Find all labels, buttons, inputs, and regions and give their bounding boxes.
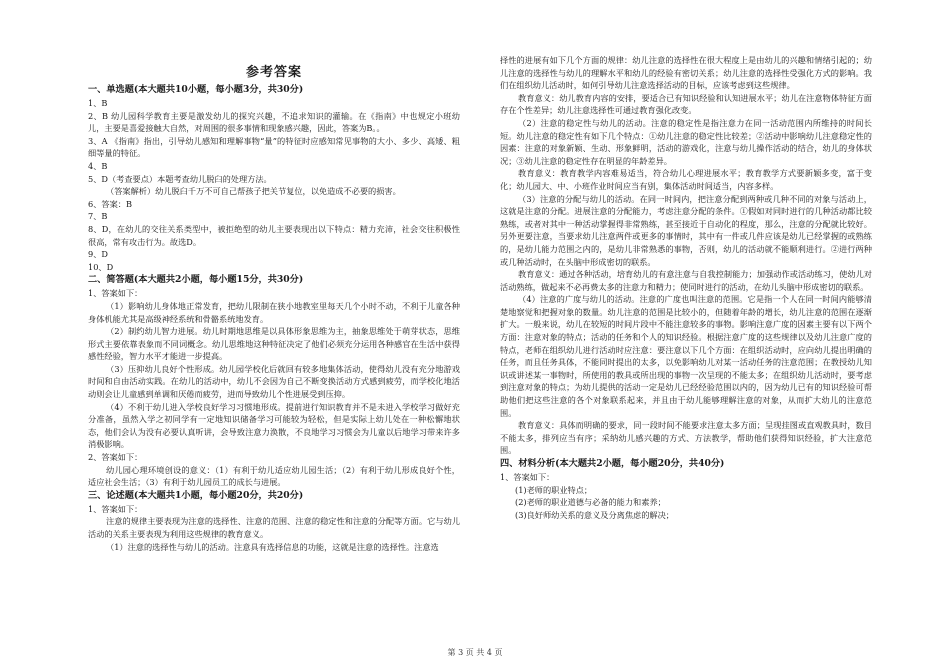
answer-item: 4、B: [88, 160, 108, 171]
answer-paragraph: （3）注意的分配与幼儿的活动。在同一时间内，把注意分配到两种或几种不同的对象与活动上，这就是注意的分配。进展注意的分配能力，考虑注意分配的条件。①假如对同时进行的几种活动都比较熟练，或者对其中一种活动掌握得非常熟练，甚至接近于自动化的程度，那么，注意的分配就比较好。另外更要注意，当要求幼儿注意两件或更多的事情时，其中有一件或几件应该是幼儿已经掌握的或熟练的，是幼儿能力范围之内的，是幼儿非常熟悉的事物，否则，幼儿的活动就不能顺利进行。②进行两种或几种活动时，在头脑中形成密切的联系。: [500, 193, 872, 267]
answer-paragraph: 教育意义：幼儿教育内容的安排，要适合已有知识经验和认知进展水平；幼儿在注意物体特征方面存在个性差异；幼儿注意选择性可通过教育强化改变。: [500, 92, 872, 116]
answer-item: 8、D，在幼儿的交往关系类型中，被拒绝型的幼儿主要表现出以下特点：精力充沛，社会交往积极性很高，常有攻击行为。故选D。: [88, 223, 460, 247]
answer-item: 1、B: [88, 98, 108, 108]
section-heading-short-answer: 二、简答题(本大题共2小题，每小题15分，共30分): [88, 274, 304, 286]
answer-item: 3、A 《指南》指出，引导幼儿感知和理解事物“量”的特征时应感知常见事物的大小、多少、高矮、粗细等量的特征。: [88, 135, 460, 159]
answer-point: (1)老师的职业特点；: [515, 484, 593, 495]
section-heading-single-choice: 一、单选题(本大题共10小题，每小题3分，共30分): [88, 84, 304, 95]
answer-paragraph: （4）不利于幼儿进入学校良好学习习惯地形成。提前进行知识教育并不是未进入学校学习做好充分准备，虽然入学之初同学有一定地知识储备学习可能较为轻松，但是实际上幼儿处在一种松懈地状态，他们会认为没有必要认真听讲，会导致注意力涣散，不良地学习习惯会为儿童以后地学习带来许多消极影响。: [88, 401, 460, 450]
answer-item: 2、B 幼儿园科学教育主要是激发幼儿的探究兴趣，不追求知识的灌输。在《指南》中也规定小班幼儿，主要是喜爱接触大自然，对周围的很多事情和现象感兴趣，因此，答案为B。。: [88, 110, 460, 134]
answer-paragraph: 幼儿园心理环境创设的意义：（1）有利于幼儿适应幼儿园生活；（2）有利于幼儿形成良好个性，适应社会生活；（3）有利于幼儿园员工的成长与进展。: [88, 464, 460, 488]
page-title: 参考答案: [245, 65, 302, 80]
right-column: [500, 54, 872, 521]
answer-paragraph: （2）注意的稳定性与幼儿的活动。注意的稳定性是指注意力在同一活动范围内所维持的时间长短。幼儿注意的稳定性有如下几个特点：①幼儿注意的稳定性比较差；②活动中影响幼儿注意稳定性的因素：注意的对象新颖、生动、形象鲜明，活动的游戏化，注意与幼儿操作活动的结合，幼儿的身体状况；③幼儿注意的稳定性存在明显的年龄差异。: [500, 117, 872, 166]
answer-point: (2)老师的职业道德与必备的能力和素养；: [515, 497, 666, 508]
answer-label: 1、答案如下：: [88, 288, 143, 299]
answer-paragraph: 教育意义：教育教学内容难易适当，符合幼儿心理进展水平；教育教学方式要新颖多变，富于变化；幼儿园大、中、小班作业时间应当有别，集体活动时间适当，内容多样。: [500, 168, 872, 191]
answer-paragraph: （2）制约幼儿智力进展。幼儿时期地思维是以具体形象思维为主，抽象思维处于萌芽状态，思维形式主要依靠表象而不同词概念。幼儿思维地这种特征决定了他们必须充分运用各种感官在生活中获得感性经验，智力水平才能进一步提高。: [88, 326, 460, 362]
answer-paragraph: （1）注意的选择性与幼儿的活动。注意具有选择信息的功能，这就是注意的选择性。注意选: [106, 541, 439, 552]
answer-item: 7、B: [88, 211, 108, 222]
answer-paragraph: （4）注意的广度与幼儿的活动。注意的广度也叫注意的范围。它是指一个人在同一时间内能够清楚地察觉和把握对象的数量。幼儿注意的范围是比较小的，但随着年龄的增长，幼儿注意的范围在逐渐扩大。一般来说，幼儿在较短的时间片段中不能注意较多的事物。影响注意广度的因素主要有以下两个方面：注意对象的特点；活动的任务和个人的知识经验。根据注意广度的这些规律以及幼儿注意广度的特点，老师在组织幼儿进行活动时应注意：要注意以下几个方面：在组织活动时，应向幼儿提出明确的任务，而且任务具体，不能同时提出的太多，以免影响幼儿对某一活动任务的注意范围；在教授幼儿知识或讲述某一事物时，所使用的教具或所出现的事物一次呈现的不能太多；在组织幼儿活动时，要考虑到注意对象的特点；为幼儿提供的活动一定是幼儿已经经验范围以内的，因为幼儿已有的知识经验可帮助他们把这些注意的各个对象联系起来，并且由于幼儿能够理解注意的对象，从而扩大幼儿的注意范围。: [500, 294, 872, 418]
answer-label: 1、答案如下：: [500, 472, 555, 482]
answer-item: 6、答案：B: [88, 198, 132, 209]
answer-item: 9、D: [88, 249, 108, 260]
answer-paragraph: 教育意义：具体而明确的要求，同一段时间不能要求注意太多方面；呈现挂图或直观教具时，数目不能太多，排列应当有序；采纳幼儿感兴趣的方式、方法教学，帮助他们获得知识经验，扩大注意范围。: [500, 420, 872, 456]
page-number: 第 3 页 共 4 页: [447, 648, 503, 657]
answer-point: (3)良好师幼关系的意义及分离焦虑的解决；: [515, 509, 674, 520]
answer-paragraph: 注意的规律主要表现为注意的选择性、注意的范围、注意的稳定性和注意的分配等方面。它与幼儿活动的关系主要表现为利用这些规律的教育意义。: [88, 516, 460, 539]
answer-label: 2、答案如下：: [88, 452, 143, 463]
answer-paragraph: 教育意义：通过各种活动，培育幼儿的有意注意与自我控制能力；加强动作或活动练习，使幼儿对活动熟练，做起来不必再费太多的注意力和精力；使同时进行的活动，在幼儿头脑中形成密切的联系。: [500, 269, 872, 292]
section-heading-essay: 三、论述题(本大题共1小题，每小题20分，共20分): [88, 489, 304, 501]
left-column: [88, 64, 460, 553]
section-heading-material-analysis: 四、材料分析(本大题共2小题，每小题20分，共40分): [500, 458, 725, 469]
answer-item: 5、D（考查要点）本题考查幼儿脱臼的处理方法。: [88, 173, 272, 184]
answer-paragraph: 择性的进展有如下几个方面的规律：幼儿注意的选择性在很大程度上是由幼儿的兴趣和情绪引起的；幼儿注意的选择性与幼儿的理解水平和幼儿的经验有密切关系；幼儿注意的选择性受强化方式的影响。我们在组织幼儿活动时，如何引导幼儿注意选择活动的目标，应该考虑到这些规律。: [500, 55, 872, 91]
answer-explanation: （答案解析）幼儿脱臼千万不可自己帮孩子把关节复位，以免造成不必要的损害。: [106, 186, 401, 197]
answer-paragraph: （1）影响幼儿身体地正常发育，把幼儿限制在狭小地教室里每天几个小时不动，不利于儿童各种身体机能尤其是高级神经系统和骨骼系统地发育。: [88, 300, 460, 324]
answer-item: 10、D: [88, 261, 114, 272]
answer-paragraph: （3）压抑幼儿良好个性形成。幼儿园学校化后就回有较多地集体活动，使得幼儿没有充分地游戏时间和自由活动实践。在幼儿的活动中，幼儿不会因为自己不断变换活动方式感到疲劳，而学校化地活动则会让儿童感到单调和厌倦而疲劳，进而导致幼儿个性进展受到压抑。: [88, 363, 460, 400]
answer-label: 1、答案如下：: [88, 503, 143, 514]
